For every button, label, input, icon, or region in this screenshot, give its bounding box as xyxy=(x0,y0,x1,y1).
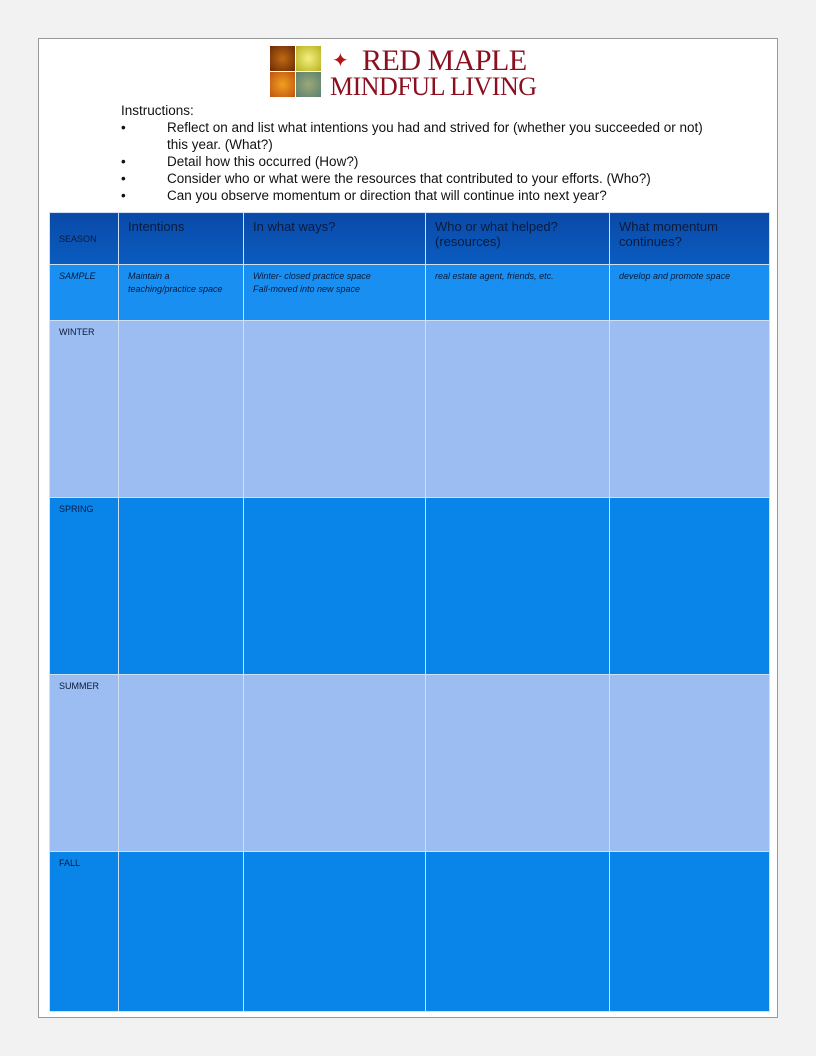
header-momentum: What momentum continues? xyxy=(610,213,770,265)
sample-momentum: develop and promote space xyxy=(610,265,770,321)
sample-row xyxy=(50,265,770,321)
instruction-item: • Can you observe momentum or direction that will continue into next year? xyxy=(121,187,727,204)
logo-line2: MINDFUL LIVING xyxy=(330,72,537,101)
table-row-summer xyxy=(50,675,770,852)
sample-intentions: Maintain a teaching/practice space xyxy=(119,265,244,321)
cell[interactable] xyxy=(119,852,244,1012)
table-row-spring xyxy=(50,498,770,675)
sample-helped: real estate agent, friends, etc. xyxy=(426,265,610,321)
season-label: SUMMER xyxy=(50,675,119,852)
table-row-fall xyxy=(50,852,770,1012)
cell[interactable] xyxy=(244,321,426,498)
sample-label: SAMPLE xyxy=(50,265,119,321)
season-label: SPRING xyxy=(50,498,119,675)
header-season: SEASON xyxy=(50,213,119,265)
season-label: FALL xyxy=(50,852,119,1012)
header-row xyxy=(50,213,770,265)
logo-line1: RED MAPLE xyxy=(362,44,527,77)
instruction-item: • Reflect on and list what intentions you had and strived for (whether you succeeded or not) this year. (What?) xyxy=(121,119,727,153)
sample-ways-line: Fall-moved into new space xyxy=(253,284,361,294)
cell[interactable] xyxy=(119,675,244,852)
cell[interactable] xyxy=(119,498,244,675)
logo-square xyxy=(296,72,321,97)
season-label: WINTER xyxy=(50,321,119,498)
cell[interactable] xyxy=(119,321,244,498)
logo-square xyxy=(270,46,295,71)
logo xyxy=(270,44,540,100)
maple-leaf-icon: ✦ xyxy=(332,50,349,72)
header-helped: Who or what helped? (resources) xyxy=(426,213,610,265)
logo-square xyxy=(296,46,321,71)
cell[interactable] xyxy=(426,321,610,498)
instruction-item: • Consider who or what were the resources that contributed to your efforts. (Who?) xyxy=(121,170,727,187)
cell[interactable] xyxy=(426,498,610,675)
instruction-item: • Detail how this occurred (How?) xyxy=(121,153,727,170)
table-row-winter xyxy=(50,321,770,498)
cell[interactable] xyxy=(426,675,610,852)
cell[interactable] xyxy=(610,321,770,498)
cell[interactable] xyxy=(610,852,770,1012)
cell[interactable] xyxy=(426,852,610,1012)
instructions xyxy=(121,102,727,204)
instructions-title: Instructions: xyxy=(121,103,194,118)
sample-ways-line: Winter- closed practice space xyxy=(253,271,371,281)
cell[interactable] xyxy=(610,675,770,852)
cell[interactable] xyxy=(244,498,426,675)
cell[interactable] xyxy=(244,675,426,852)
sample-ways xyxy=(244,265,426,321)
cell[interactable] xyxy=(244,852,426,1012)
header-intentions: Intentions xyxy=(119,213,244,265)
logo-square xyxy=(270,72,295,97)
header-ways: In what ways? xyxy=(244,213,426,265)
reflection-table xyxy=(49,212,770,1012)
cell[interactable] xyxy=(610,498,770,675)
